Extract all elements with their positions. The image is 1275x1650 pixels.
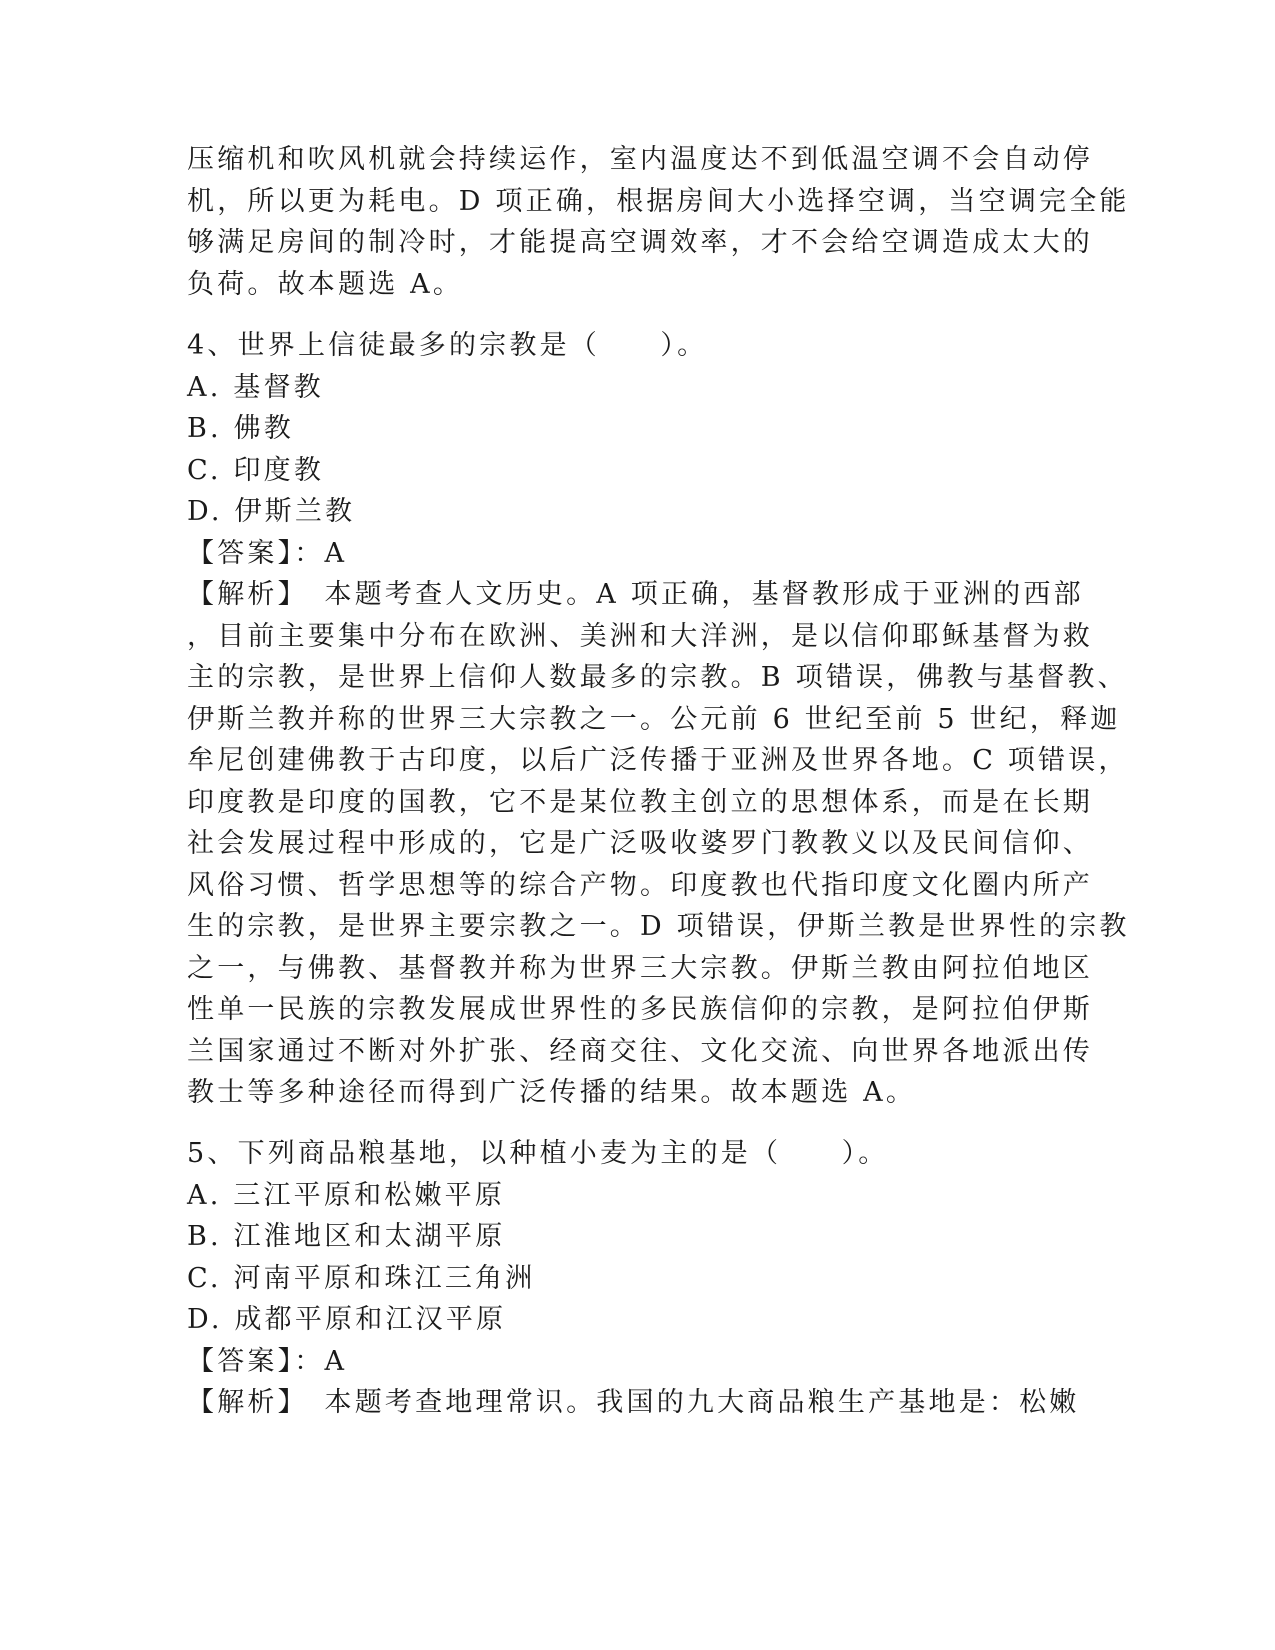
q4-analysis-line: 社会发展过程中形成的，它是广泛吸收婆罗门教教义以及民间信仰、 (187, 828, 1093, 859)
question-4: 4、世界上信徒最多的宗教是（ ）。 (187, 330, 708, 361)
q4-answer: 【答案】：A (187, 538, 348, 569)
q4-analysis-line: 风俗习惯、哲学思想等的综合产物。印度教也代指印度文化圈内所产 (187, 870, 1093, 901)
q4-analysis-line: ，目前主要集中分布在欧洲、美洲和大洋洲，是以信仰耶稣基督为救 (187, 621, 1093, 652)
q4-analysis-line: 印度教是印度的国教，它不是某位教主创立的思想体系，而是在长期 (187, 787, 1093, 818)
intro-line: 负荷。故本题选 A。 (187, 269, 464, 300)
q4-option-a: A. 基督教 (187, 372, 324, 403)
q4-analysis-line: 性单一民族的宗教发展成世界性的多民族信仰的宗教，是阿拉伯伊斯 (187, 994, 1093, 1025)
q4-analysis-line: 伊斯兰教并称的世界三大宗教之一。公元前 6 世纪至前 5 世纪，释迦 (187, 704, 1121, 735)
q4-analysis-line: 之一，与佛教、基督教并称为世界三大宗教。伊斯兰教由阿拉伯地区 (187, 953, 1093, 984)
q4-analysis-line: 生的宗教，是世界主要宗教之一。D 项错误，伊斯兰教是世界性的宗教 (187, 911, 1130, 942)
intro-line: 压缩机和吹风机就会持续运作，室内温度达不到低温空调不会自动停 (187, 144, 1093, 175)
q4-option-b: B. 佛教 (187, 413, 295, 444)
q4-option-c: C. 印度教 (187, 455, 325, 486)
q5-analysis-line: 【解析】 本题考查地理常识。我国的九大商品粮生产基地是：松嫩 (187, 1387, 1080, 1418)
q5-option-b: B. 江淮地区和太湖平原 (187, 1221, 506, 1252)
q4-analysis-line: 主的宗教，是世界上信仰人数最多的宗教。B 项错误，佛教与基督教、 (187, 662, 1128, 693)
q4-analysis-line: 兰国家通过不断对外扩张、经商交往、文化交流、向世界各地派出传 (187, 1036, 1093, 1067)
intro-line: 够满足房间的制冷时，才能提高空调效率，才不会给空调造成太大的 (187, 227, 1093, 258)
q4-analysis-line: 牟尼创建佛教于古印度，以后广泛传播于亚洲及世界各地。C 项错误， (187, 745, 1129, 776)
q4-option-d: D. 伊斯兰教 (187, 496, 356, 527)
q4-analysis-line: 【解析】 本题考查人文历史。A 项正确，基督教形成于亚洲的西部 (187, 579, 1084, 610)
q4-analysis-line: 教士等多种途径而得到广泛传播的结果。故本题选 A。 (187, 1077, 917, 1108)
q5-option-a: A. 三江平原和松嫩平原 (187, 1180, 506, 1211)
intro-line: 机，所以更为耗电。D 项正确，根据房间大小选择空调，当空调完全能 (187, 186, 1130, 217)
question-5: 5、下列商品粮基地，以种植小麦为主的是（ ）。 (187, 1138, 889, 1169)
q5-answer: 【答案】：A (187, 1346, 348, 1377)
q5-option-d: D. 成都平原和江汉平原 (187, 1304, 507, 1335)
q5-option-c: C. 河南平原和珠江三角洲 (187, 1263, 536, 1294)
